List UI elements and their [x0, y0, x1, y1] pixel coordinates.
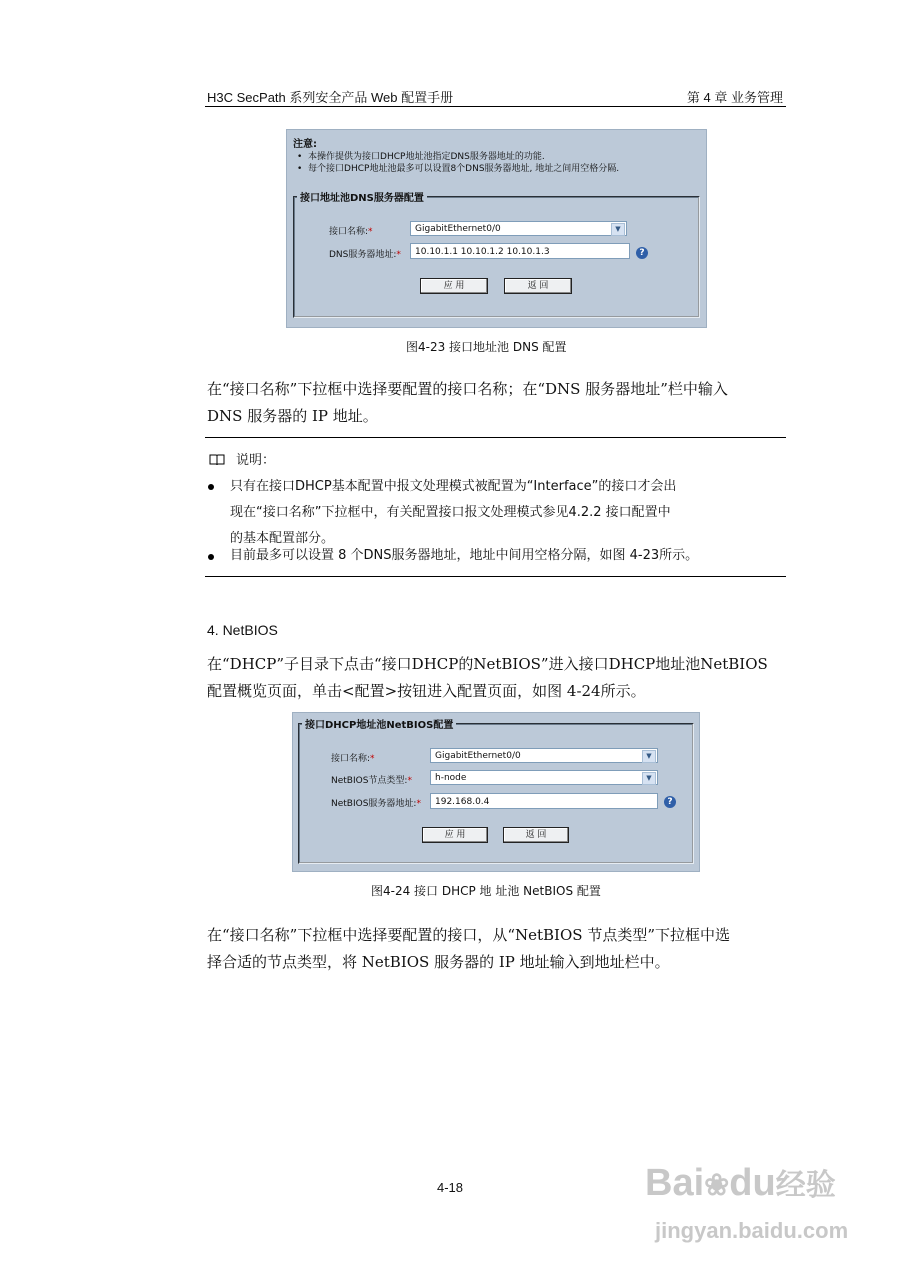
- back-button[interactable]: 返 回: [503, 827, 569, 843]
- note-item: 目前最多可以设置 8 个DNS服务器地址，地址中间用空格分隔，如图 4-23所示。: [230, 548, 699, 563]
- book-icon: [209, 451, 225, 463]
- interface-select[interactable]: GigabitEthernet0/0 ▼: [430, 748, 658, 763]
- dns-config-screenshot: [286, 129, 707, 328]
- header-title: H3C SecPath 系列安全产品 Web 配置手册: [207, 90, 454, 105]
- back-button[interactable]: 返 回: [504, 278, 572, 294]
- dns-server-label: DNS服务器地址:*: [329, 250, 401, 260]
- note-item: 只有在接口DHCP基本配置中报文处理模式被配置为“Interface”的接口才会出 现在“接口名称”下拉框中，有关配置接口报文处理模式参见4.2.2 接口配置中 的基本配置部分。: [230, 479, 677, 546]
- help-icon[interactable]: ?: [636, 247, 648, 259]
- note-title: 说明：: [236, 453, 276, 468]
- paragraph: 在“DHCP”子目录下点击“接口DHCP的NetBIOS”进入接口DHCP地址池NetBIOS 配置概览页面，单击<配置>按钮进入配置页面，如图 4-24所示。: [207, 655, 768, 700]
- chevron-down-icon[interactable]: ▼: [642, 750, 656, 763]
- paragraph: 在“接口名称”下拉框中选择要配置的接口，从“NetBIOS 节点类型”下拉框中选 择合适的节点类型，将 NetBIOS 服务器的 IP 地址输入到地址栏中。: [207, 926, 730, 971]
- apply-button[interactable]: 应 用: [420, 278, 488, 294]
- dns-server-input[interactable]: 10.10.1.1 10.10.1.2 10.10.1.3: [410, 243, 630, 259]
- fieldset-legend: 接口地址池DNS服务器配置: [297, 189, 427, 204]
- fieldset-legend: 接口DHCP地址池NetBIOS配置: [302, 716, 456, 731]
- netbios-server-input[interactable]: 192.168.0.4: [430, 793, 658, 809]
- section-title: 4. NetBIOS: [207, 622, 278, 638]
- interface-label: 接口名称:*: [329, 227, 373, 237]
- netbios-config-screenshot: [292, 712, 700, 872]
- note-item: • 每个接口DHCP地址池最多可以设置8个DNS服务器地址, 地址之间用空格分隔.: [297, 164, 620, 174]
- header-rule: [205, 106, 786, 107]
- note-title: 注意:: [293, 139, 317, 150]
- figure-caption: 图4-23 接口地址池 DNS 配置: [406, 340, 567, 354]
- note-bottom-rule: [205, 576, 786, 577]
- page-number: 4-18: [437, 1180, 464, 1195]
- netbios-server-label: NetBIOS服务器地址:*: [331, 799, 421, 809]
- chevron-down-icon[interactable]: ▼: [611, 223, 625, 236]
- watermark-logo: Bai❀du经验: [645, 1162, 836, 1204]
- node-type-select[interactable]: h-node ▼: [430, 770, 658, 785]
- bullet-dot: [208, 484, 214, 490]
- figure-caption: 图4-24 接口 DHCP 地 址池 NetBIOS 配置: [371, 884, 601, 898]
- interface-label: 接口名称:*: [331, 754, 375, 764]
- paw-icon: ❀: [704, 1169, 730, 1202]
- watermark-url: jingyan.baidu.com: [655, 1218, 849, 1243]
- node-type-label: NetBIOS节点类型:*: [331, 776, 412, 786]
- note-item: • 本操作提供为接口DHCP地址池指定DNS服务器地址的功能.: [297, 152, 545, 162]
- bullet-dot: [208, 554, 214, 560]
- note-top-rule: [205, 437, 786, 438]
- help-icon[interactable]: ?: [664, 796, 676, 808]
- interface-select[interactable]: GigabitEthernet0/0 ▼: [410, 221, 627, 236]
- chevron-down-icon[interactable]: ▼: [642, 772, 656, 785]
- apply-button[interactable]: 应 用: [422, 827, 488, 843]
- paragraph: 在“接口名称”下拉框中选择要配置的接口名称；在“DNS 服务器地址”栏中输入 DNS 服务器的 IP 地址。: [207, 380, 728, 425]
- header-chapter: 第 4 章 业务管理: [686, 90, 783, 105]
